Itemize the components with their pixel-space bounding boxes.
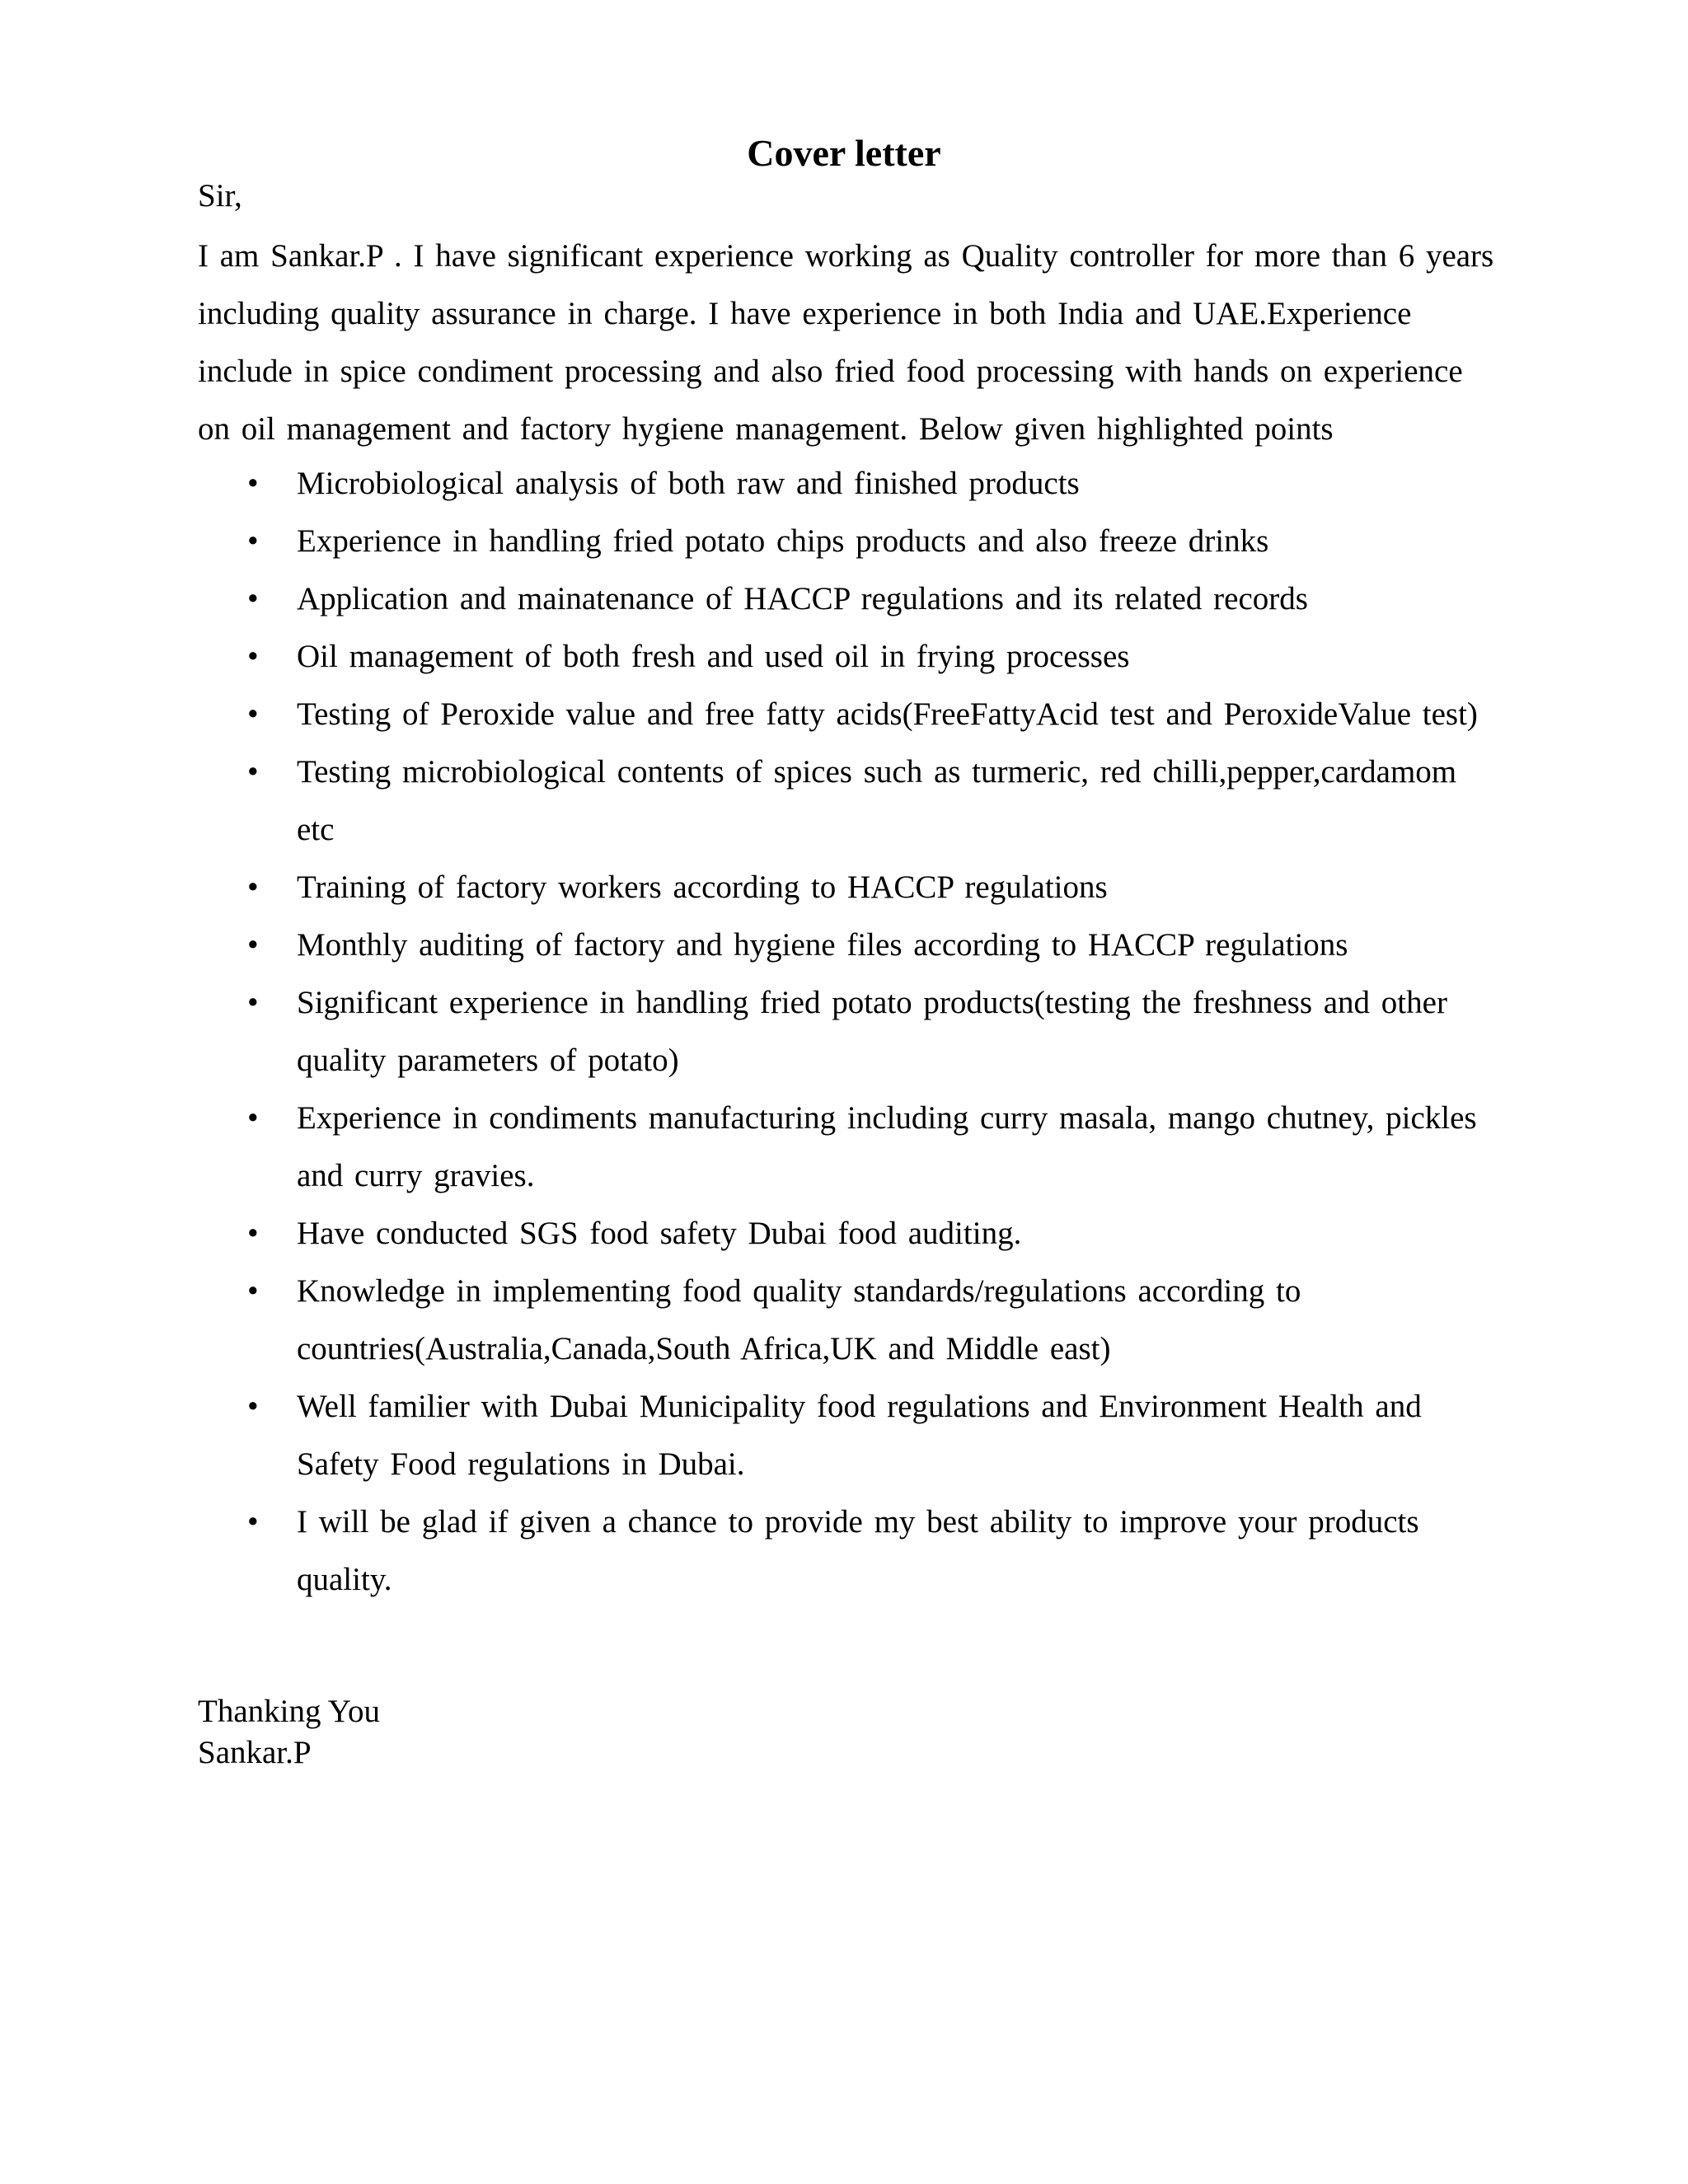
list-item xyxy=(198,859,1500,916)
bullet-icon: • xyxy=(247,696,259,732)
list-item xyxy=(198,1263,1500,1378)
list-item-text: Experience in handling fried potato chips products and also freeze drinks xyxy=(297,523,1269,559)
list-item-text: Monthly auditing of factory and hygiene files according to HACCP regulations xyxy=(297,927,1348,963)
list-item-text: Microbiological analysis of both raw and finished products xyxy=(297,466,1080,501)
bullet-icon: • xyxy=(247,1389,259,1424)
list-item-text: Significant experience in handling fried potato products(testing the freshness and other quality parameters of potato) xyxy=(297,985,1447,1078)
intro-line: I am Sankar.P . I have significant experience working as Quality controller for more than 6 years xyxy=(198,238,1494,274)
bullet-icon: • xyxy=(247,581,259,616)
list-item xyxy=(198,570,1500,628)
list-item-text: Testing microbiological contents of spices such as turmeric, red chilli,pepper,cardamom etc xyxy=(297,754,1457,847)
list-item xyxy=(198,1205,1500,1263)
highlight-points-list xyxy=(198,455,1500,1609)
list-item xyxy=(198,455,1500,513)
signature: Sankar.P xyxy=(198,1735,312,1770)
list-item xyxy=(198,743,1500,859)
list-item-text: Well familier with Dubai Municipality food regulations and Environment Health and Safety Food regulations in Dubai. xyxy=(297,1389,1422,1482)
bullet-icon: • xyxy=(247,639,259,674)
bullet-icon: • xyxy=(247,1100,259,1136)
bullet-icon: • xyxy=(247,985,259,1020)
list-item-text: Application and mainatenance of HACCP regulations and its related records xyxy=(297,581,1308,616)
list-item xyxy=(198,916,1500,974)
bullet-icon: • xyxy=(247,466,259,501)
bullet-icon: • xyxy=(247,869,259,905)
list-item xyxy=(198,974,1500,1090)
closing-block xyxy=(198,1691,380,1774)
list-item-text: Testing of Peroxide value and free fatty acids(FreeFattyAcid test and PeroxideValue test) xyxy=(297,696,1478,732)
list-item xyxy=(198,628,1500,686)
bullet-icon: • xyxy=(247,1216,259,1251)
bullet-icon: • xyxy=(247,1273,259,1309)
intro-paragraph xyxy=(198,227,1500,458)
salutation: Sir, xyxy=(198,178,242,213)
bullet-icon: • xyxy=(247,754,259,790)
document-title: Cover letter xyxy=(747,132,941,174)
list-item-text: I will be glad if given a chance to provide my best ability to improve your products quality. xyxy=(297,1504,1419,1597)
list-item-text: Experience in condiments manufacturing including curry masala, mango chutney, pickles and curry gravies. xyxy=(297,1100,1477,1193)
list-item xyxy=(198,686,1500,743)
list-item xyxy=(198,513,1500,570)
list-item-text: Oil management of both fresh and used oil in frying processes xyxy=(297,639,1130,674)
list-item-text: Training of factory workers according to HACCP regulations xyxy=(297,869,1108,905)
intro-line: include in spice condiment processing and also fried food processing with hands on experience xyxy=(198,354,1463,389)
list-item-text: Knowledge in implementing food quality standards/regulations according to countries(Australia,Canada,South Africa,UK and Middle east) xyxy=(297,1273,1301,1366)
list-item xyxy=(198,1090,1500,1205)
list-item xyxy=(198,1378,1500,1493)
bullet-icon: • xyxy=(247,1504,259,1540)
list-item-text: Have conducted SGS food safety Dubai food auditing. xyxy=(297,1216,1022,1251)
intro-line: on oil management and factory hygiene management. Below given highlighted points xyxy=(198,411,1334,447)
bullet-icon: • xyxy=(247,523,259,559)
list-item xyxy=(198,1493,1500,1609)
closing-text: Thanking You xyxy=(198,1694,381,1729)
intro-line: including quality assurance in charge. I have experience in both India and UAE.Experience xyxy=(198,296,1412,331)
bullet-icon: • xyxy=(247,927,259,963)
